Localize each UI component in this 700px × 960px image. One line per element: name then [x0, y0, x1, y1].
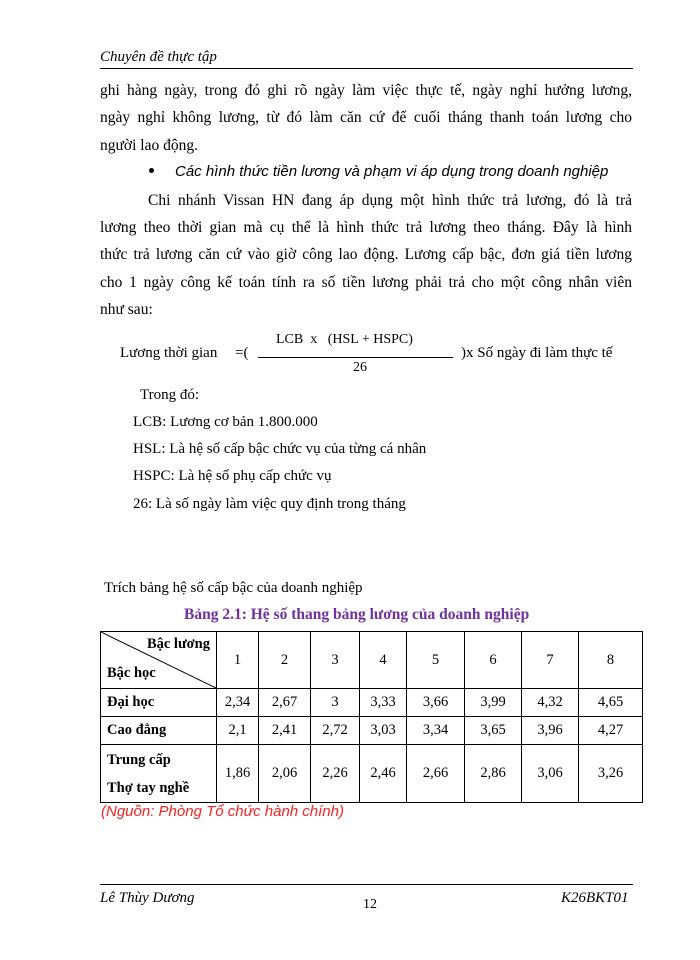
table-header-row [101, 632, 643, 689]
table-cell: 2,41 [259, 717, 311, 745]
table-corner-cell [101, 632, 217, 689]
row-label-secondary: Thợ tay nghề [107, 779, 190, 796]
table-cell: 3,65 [465, 717, 522, 745]
column-header: 3 [311, 632, 360, 689]
table-cell: 2,34 [217, 689, 259, 717]
formula-open: =( [235, 345, 249, 361]
paragraph-line: cho 1 ngày công kế toán tính ra số tiền lương phải trả cho một công nhân viên [100, 274, 632, 291]
paragraph-line: ghi hàng ngày, trong đó ghi rõ ngày làm việc thực tế, ngày nghỉ hưởng lương, [100, 82, 632, 99]
definition-lcb: LCB: Lương cơ bản 1.800.000 [133, 414, 318, 430]
table-cell: 1,86 [217, 745, 259, 803]
formula-numerator: LCB x (HSL + HSPC) [276, 332, 413, 347]
table-cell: 3,96 [522, 717, 579, 745]
corner-top-label: Bậc lương [146, 636, 210, 652]
footer-class-code: K26BKT01 [561, 890, 629, 906]
definitions-intro: Trong đó: [140, 387, 200, 403]
table-source: (Nguồn: Phòng Tổ chức hành chính) [101, 803, 344, 820]
salary-coefficient-table [100, 631, 643, 803]
table-cell: 2,67 [259, 689, 311, 717]
paragraph-line: như sau: [100, 301, 153, 318]
footer-rule [100, 884, 633, 885]
row-label: Đại học [101, 689, 217, 717]
table-cell: 2,66 [407, 745, 465, 803]
table-title: Bảng 2.1: Hệ số thang bảng lương của doanh nghiệp [184, 606, 530, 623]
formula-denominator: 26 [353, 360, 367, 375]
table-cell: 2,46 [360, 745, 407, 803]
table-cell: 3,06 [522, 745, 579, 803]
paragraph-line: Chi nhánh Vissan HN đang áp dụng một hình thức trả lương, đó là trả [148, 192, 632, 209]
table-cell: 4,32 [522, 689, 579, 717]
table-row [101, 717, 643, 745]
bullet-icon [149, 168, 154, 173]
row-label: Cao đẳng [101, 717, 217, 745]
table-cell: 3,99 [465, 689, 522, 717]
definition-hsl: HSL: Là hệ số cấp bậc chức vụ của từng cá nhân [133, 441, 427, 457]
section-heading: Các hình thức tiền lương và phạm vi áp dụng trong doanh nghiệp [175, 163, 609, 180]
table-intro: Trích bảng hệ số cấp bậc của doanh nghiệp [104, 580, 363, 596]
column-header: 6 [465, 632, 522, 689]
definition-days: 26: Là số ngày làm việc quy định trong tháng [133, 496, 406, 512]
table-cell: 2,1 [217, 717, 259, 745]
table-row [101, 745, 643, 803]
paragraph-line: thức trả lương căn cứ vào giờ công lao động. Lương cấp bậc, đơn giá tiền lương [100, 246, 632, 263]
corner-bottom-label: Bậc học [107, 665, 156, 681]
table-cell: 4,27 [579, 717, 643, 745]
column-header: 7 [522, 632, 579, 689]
table-cell: 2,26 [311, 745, 360, 803]
row-label-cell [101, 745, 217, 803]
table-cell: 3,26 [579, 745, 643, 803]
definition-hspc: HSPC: Là hệ số phụ cấp chức vụ [133, 468, 332, 484]
table-cell: 3,66 [407, 689, 465, 717]
formula-close: )x Số ngày đi làm thực tế [461, 345, 613, 361]
header-title: Chuyên đề thực tập [100, 49, 217, 65]
column-header: 8 [579, 632, 643, 689]
column-header: 2 [259, 632, 311, 689]
table-row [101, 689, 643, 717]
table-cell: 2,06 [259, 745, 311, 803]
column-header: 4 [360, 632, 407, 689]
paragraph-line: lương theo thời gian mà cụ thể là hình thức trả lương theo tháng. Đây là hình [100, 219, 632, 236]
column-header: 1 [217, 632, 259, 689]
formula-label: Lương thời gian [120, 345, 218, 361]
column-header: 5 [407, 632, 465, 689]
row-label: Trung cấp [107, 751, 171, 768]
table-cell: 3 [311, 689, 360, 717]
table-cell: 3,33 [360, 689, 407, 717]
header-rule [100, 68, 633, 69]
table-cell: 2,72 [311, 717, 360, 745]
table-cell: 4,65 [579, 689, 643, 717]
footer-author: Lê Thùy Dương [100, 890, 195, 906]
paragraph-line: người lao động. [100, 137, 198, 154]
table-cell: 2,86 [465, 745, 522, 803]
table-cell: 3,03 [360, 717, 407, 745]
table-cell: 3,34 [407, 717, 465, 745]
page-number: 12 [363, 897, 377, 912]
paragraph-line: ngày nghỉ không lương, từ đó làm căn cứ để cuối tháng thanh toán lương cho [100, 109, 632, 126]
fraction-bar [258, 357, 453, 358]
